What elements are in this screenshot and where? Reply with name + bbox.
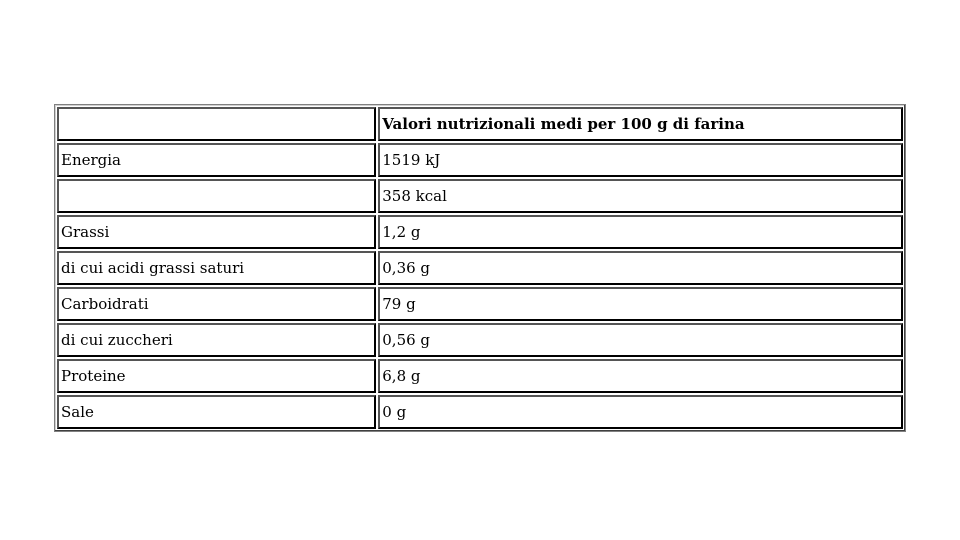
table-row — [57, 287, 903, 321]
nutrient-value: 6,8 g — [378, 359, 903, 393]
nutrient-label: di cui zuccheri — [57, 323, 376, 357]
nutrient-value: 1,2 g — [378, 215, 903, 249]
nutrient-label: di cui acidi grassi saturi — [57, 251, 376, 285]
nutrient-value: 0,36 g — [378, 251, 903, 285]
header-value-cell: Valori nutrizionali medi per 100 g di farina — [378, 107, 903, 141]
table-row — [57, 179, 903, 213]
table-row — [57, 215, 903, 249]
table-header-row — [57, 107, 903, 141]
table-row — [57, 395, 903, 429]
table-row — [57, 251, 903, 285]
nutrition-table — [54, 104, 906, 432]
nutrient-label: Grassi — [57, 215, 376, 249]
table-row — [57, 359, 903, 393]
nutrition-table-body — [57, 107, 903, 429]
nutrient-label: Energia — [57, 143, 376, 177]
nutrient-label — [57, 179, 376, 213]
nutrient-label: Sale — [57, 395, 376, 429]
table-row — [57, 143, 903, 177]
nutrient-value: 0,56 g — [378, 323, 903, 357]
nutrient-value: 0 g — [378, 395, 903, 429]
nutrient-value: 79 g — [378, 287, 903, 321]
nutrient-value: 358 kcal — [378, 179, 903, 213]
header-label-cell — [57, 107, 376, 141]
nutrient-label: Proteine — [57, 359, 376, 393]
nutrient-value: 1519 kJ — [378, 143, 903, 177]
nutrient-label: Carboidrati — [57, 287, 376, 321]
table-row — [57, 323, 903, 357]
